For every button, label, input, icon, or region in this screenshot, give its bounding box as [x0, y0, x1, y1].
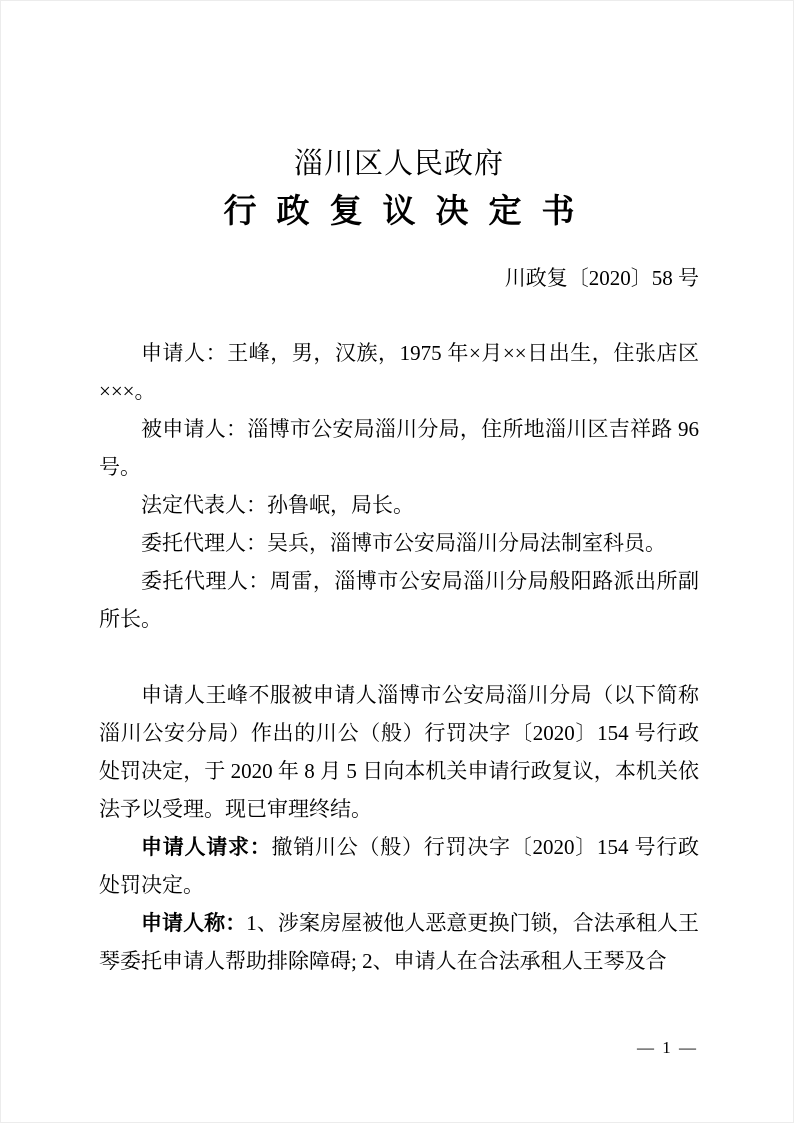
paragraph-text: 撤销川公（般）行罚决字〔2020〕154 号行政处罚决定。	[99, 835, 699, 897]
paragraph-text: 吴兵，淄博市公安局淄川分局法制室科员。	[267, 531, 666, 555]
paragraph-text: 淄博市公安局淄川分局，住所地淄川区吉祥路 96 号。	[99, 417, 700, 479]
paragraph-text: 1、涉案房屋被他人恶意更换门锁，合法承租人王琴委托申请人帮助排除障碍; 2、申请人在合法承租人王琴及合	[99, 911, 700, 973]
paragraph-authorized-agent-2	[99, 562, 699, 638]
document-content	[1, 1, 793, 980]
paragraph-case-summary	[99, 676, 699, 828]
paragraph-legal-representative	[99, 486, 699, 524]
paragraph-label: 申请人请求：	[141, 835, 272, 859]
paragraph-label: 法定代表人：	[141, 493, 267, 517]
page-number: — 1 —	[637, 1038, 698, 1057]
document-title: 行政复议决定书	[223, 194, 595, 230]
paragraph-text: 孙鲁岷，局长。	[267, 493, 414, 517]
paragraph-text: 申请人王峰不服被申请人淄博市公安局淄川分局（以下简称淄川公安分局）作出的川公（般）行罚决字〔2020〕154 号行政处罚决定，于 2020 年 8 月 5 日向本机关申请行政复议，本机关依法予以受理。现已审理终结。	[99, 683, 699, 821]
issuing-organization-title: 淄川区人民政府	[293, 148, 504, 180]
document-body	[99, 334, 699, 980]
paragraph-applicant-statement	[99, 904, 699, 980]
paragraph-applicant-request	[99, 828, 699, 904]
paragraph-label: 申请人称：	[141, 911, 247, 935]
paragraph-label: 被申请人：	[141, 417, 248, 441]
paragraph-applicant	[99, 334, 699, 410]
paragraph-label: 申请人：	[141, 341, 228, 365]
paragraph-label: 委托代理人：	[141, 569, 270, 593]
paragraph-text: 王峰，男，汉族，1975 年×月××日出生，住张店区×××。	[99, 341, 699, 403]
paragraph-authorized-agent-1	[99, 524, 699, 562]
paragraph-text: 周雷，淄博市公安局淄川分局般阳路派出所副所长。	[99, 569, 700, 631]
paragraph-label: 委托代理人：	[141, 531, 267, 555]
document-number: 川政复〔2020〕58 号	[504, 266, 699, 290]
paragraph-respondent	[99, 410, 699, 486]
